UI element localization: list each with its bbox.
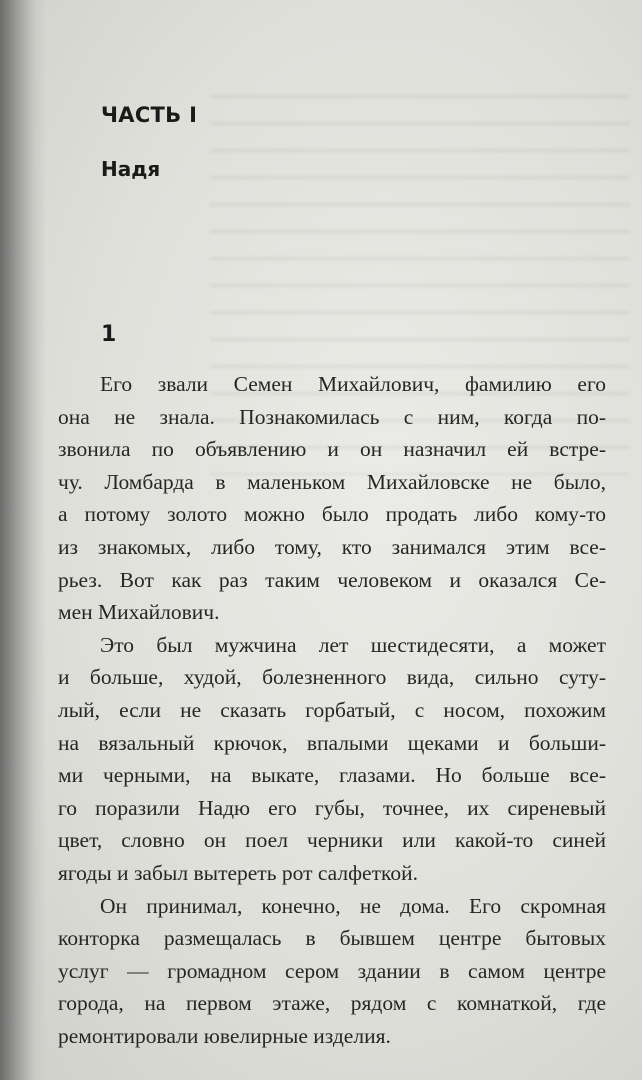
text-line: ягоды и забыл вытереть рот салфеткой. <box>58 860 418 885</box>
text-line: го поразили Надю его губы, точнее, их сиреневый <box>58 795 606 820</box>
text-line: конторка размещалась в бывшем центре бытовых <box>58 926 606 951</box>
text-line: а потому золото можно было продать либо кому-то <box>58 502 606 527</box>
text-line: на вязальный крючок, впалыми щеками и больши- <box>58 730 606 755</box>
text-line: мен Михайлович. <box>58 600 220 625</box>
text-line: рьез. Вот как раз таким человеком и оказался Се- <box>58 567 606 592</box>
text-line: и больше, худой, болезненного вида, сильно суту- <box>58 665 606 690</box>
text-line: ми черными, на выкате, глазами. Но больше все- <box>58 763 606 788</box>
paragraph-2 <box>58 629 606 890</box>
text-line: лый, если не сказать горбатый, с носом, похожим <box>58 697 606 722</box>
paragraph-3 <box>58 890 606 1053</box>
chapter-title: Надя <box>101 157 161 181</box>
page-gutter-shadow <box>0 0 46 1080</box>
text-line: Его звали Семен Михайлович, фамилию его <box>100 372 606 396</box>
text-line: услуг — громадном сером здании в самом центре <box>58 958 606 983</box>
section-number: 1 <box>101 322 117 347</box>
text-line: цвет, словно он поел черники или какой-то синей <box>58 828 606 853</box>
text-line: звонила по объявлению и он назначил ей встре- <box>58 437 606 462</box>
text-line: ремонтировали ювелирные изделия. <box>58 1023 391 1048</box>
text-line: Это был мужчина лет шестидесяти, а может <box>100 632 606 657</box>
paragraph-1 <box>58 368 606 629</box>
text-line: из знакомых, либо тому, кто занимался этим все- <box>58 534 606 559</box>
text-line: Он принимал, конечно, не дома. Его скромная <box>100 893 606 918</box>
body-text <box>58 368 606 1052</box>
text-line: чу. Ломбарда в маленьком Михайловске не было, <box>58 469 606 494</box>
text-line: она не знала. Познакомилась с ним, когда по- <box>58 404 606 429</box>
text-line: города, на первом этаже, рядом с комнаткой, где <box>58 991 606 1016</box>
part-title: ЧАСТЬ I <box>101 103 198 127</box>
